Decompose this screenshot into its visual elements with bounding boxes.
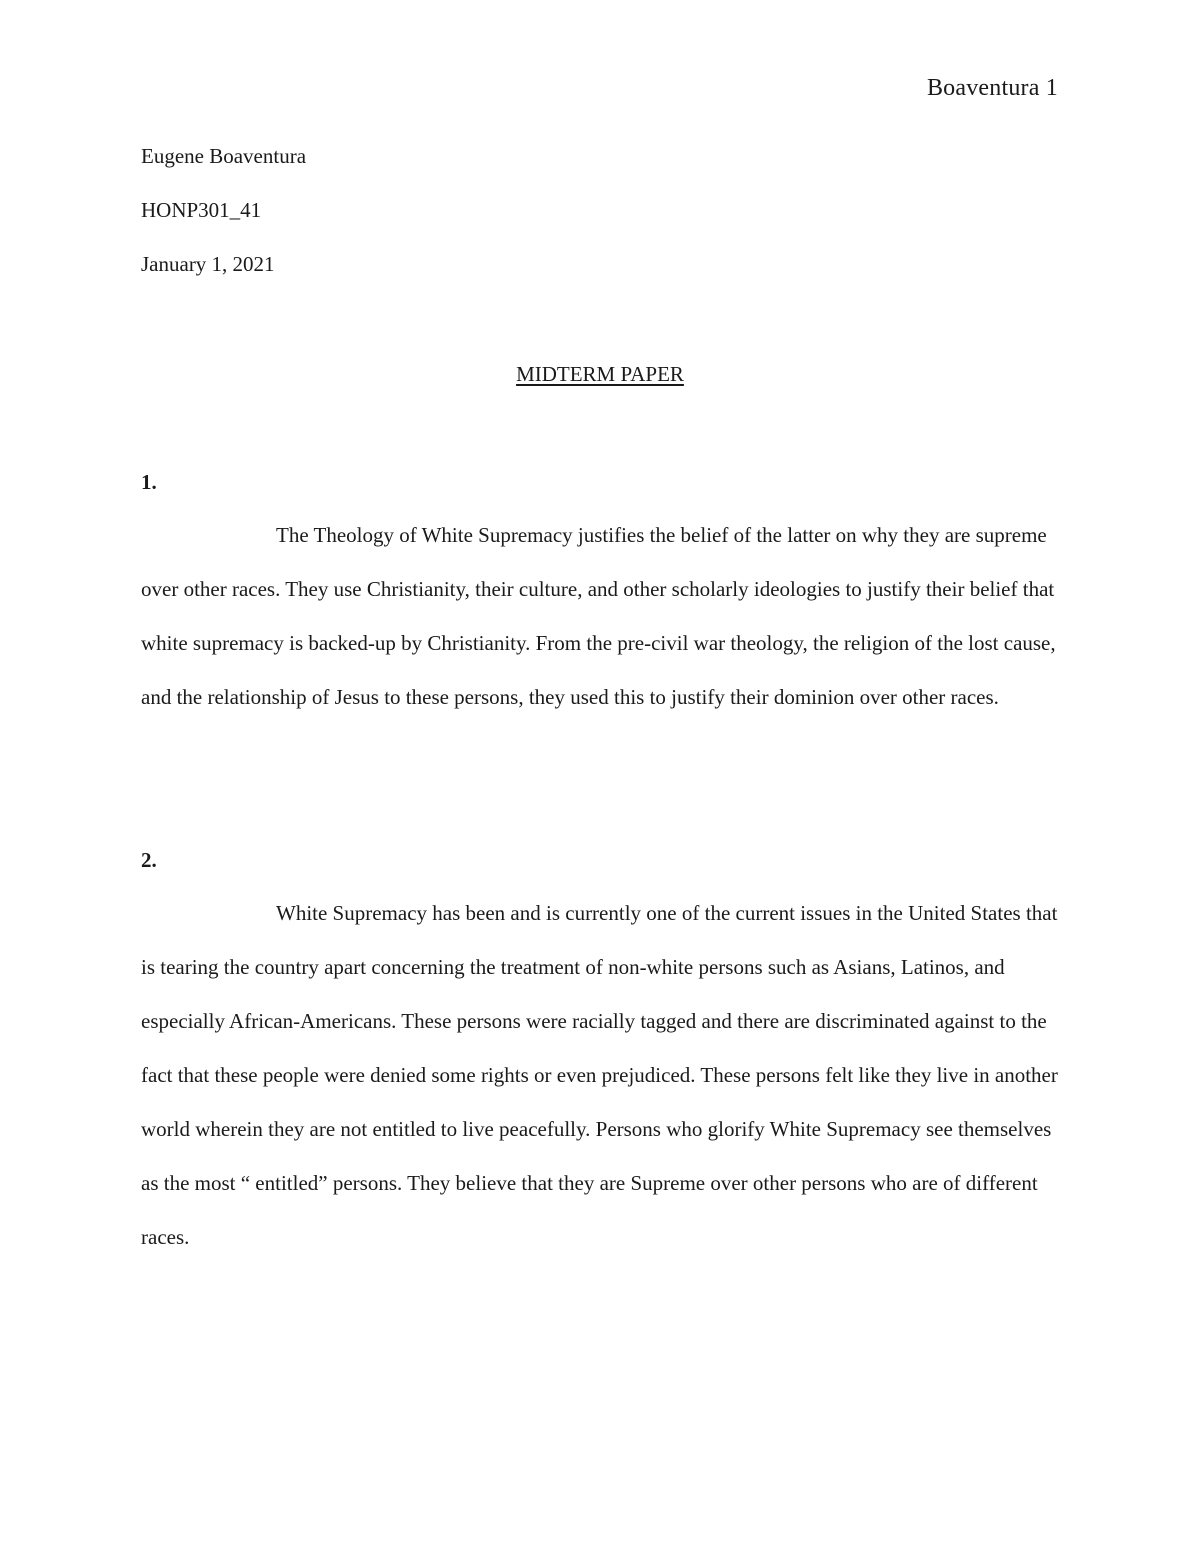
document-title: MIDTERM PAPER [516,362,684,386]
course-code: HONP301_41 [141,198,262,222]
section-number-1: 1. [141,470,157,494]
student-name: Eugene Boaventura [141,144,307,168]
section-paragraph-1: The Theology of White Supremacy justifies the belief of the latter on why they are supreme over other races. They use Christianity, their culture, and other scholarly ideologies to justify their belief that white supremacy is backed-up by Christianity. From the pre-civil war theology, the religion of the lost cause, and the relationship of Jesus to these persons, they used this to justify their dominion over other races. [141,523,1056,709]
section-paragraph-2: White Supremacy has been and is currently one of the current issues in the United States that is tearing the country apart concerning the treatment of non-white persons such as Asians, Latinos, and especially African-Americans. These persons were racially tagged and there are discriminated against to the fact that these people were denied some rights or even prejudiced. These persons felt like they live in another world wherein they are not entitled to live peacefully. Persons who glorify White Supremacy see themselves as the most “ entitled” persons. They believe that they are Supreme over other persons who are of different races. [141,901,1058,1249]
section-number-2: 2. [141,848,157,872]
submission-date: January 1, 2021 [141,252,275,276]
running-head: Boaventura 1 [926,75,1058,101]
